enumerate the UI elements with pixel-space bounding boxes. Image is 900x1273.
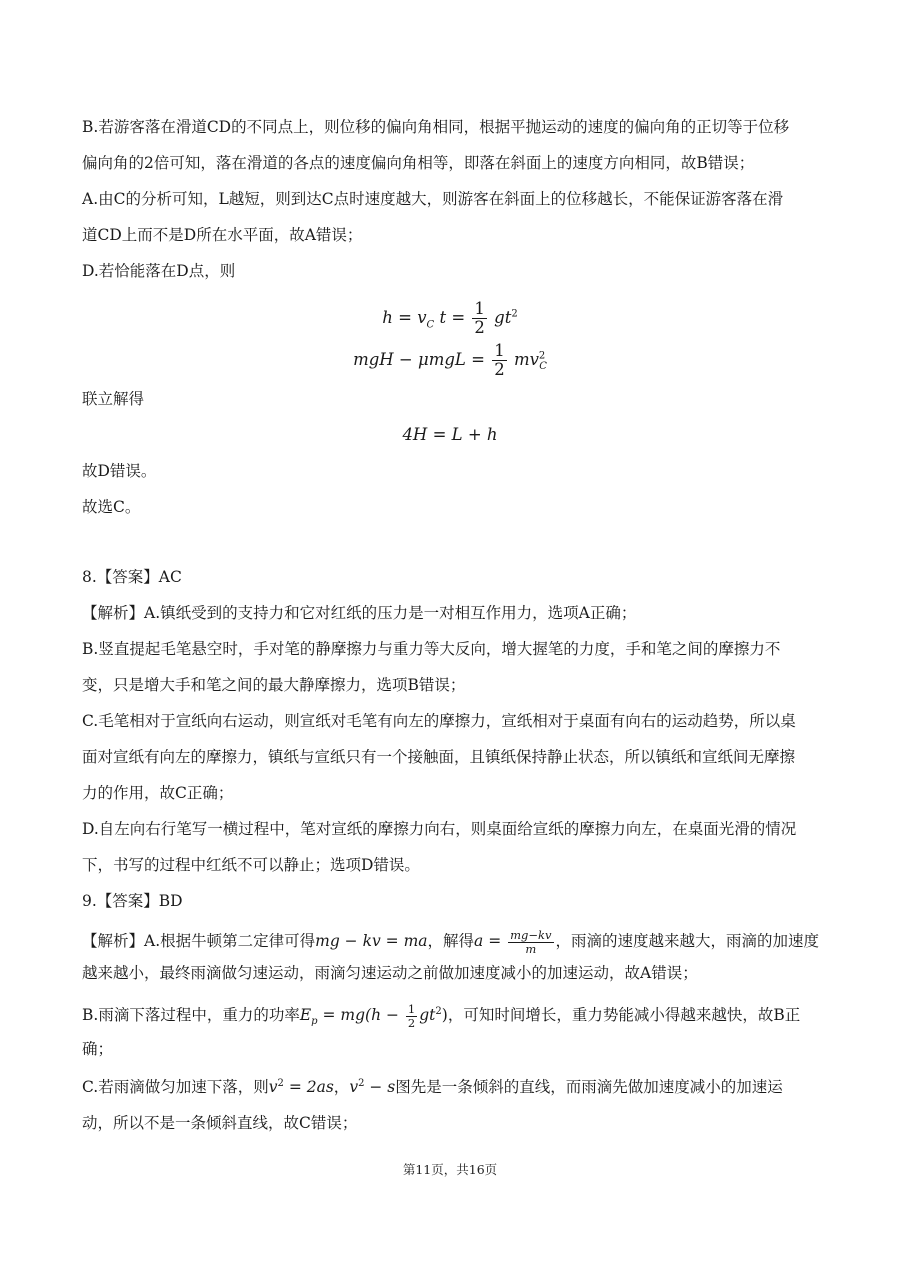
q8-analysis-d-line2: 下，书写的过程中红纸不可以静止；选项D错误。 (82, 856, 420, 874)
page-footer: 第11页，共16页 (402, 1162, 498, 1177)
q8-analysis-b-line2: 变，只是增大手和笔之间的最大静摩擦力，选项B错误； (82, 676, 466, 694)
q8-header: 8.【答案】AC (82, 568, 182, 586)
q9-analysis-a-line2: 越来越小，最终雨滴做匀速运动，雨滴匀速运动之前做加速度减小的加速运动，故A错误； (82, 964, 698, 982)
q8-analysis-c-line1: C.毛笔相对于宣纸向右运动，则宣纸对毛笔有向左的摩擦力，宣纸相对于桌面有向右的运动趋势，所以桌 (82, 712, 796, 730)
q8-analysis-c-line3: 力的作用，故C正确； (82, 784, 234, 802)
q9-analysis-b-line1: B.雨滴下落过程中，重力的功率$E_p = mg(h$ − $\frac{1}{2}$ $gt^2$)，可知时间增长，重力势能减小得越来越快，故B正 (82, 1001, 801, 1030)
q7-equation-2: mgH − μmgL = $\frac{1}{2}$ $mv^2_C$ (353, 341, 547, 379)
q7-d-conclusion: 故D错误。 (82, 462, 157, 480)
q7-option-b-line2: 偏向角的2倍可知，落在滑道的各点的速度偏向角相等，即落在斜面上的速度方向相同，故B错误； (82, 154, 755, 172)
q9-analysis-c-line2: 动，所以不是一条倾斜直线，故C错误； (82, 1114, 358, 1132)
q8-analysis-a: 【解析】A.镇纸受到的支持力和它对红纸的压力是一对相互作用力，选项A正确； (82, 604, 637, 622)
q7-option-b-line1: B.若游客落在滑道CD的不同点上，则位移的偏向角相同，根据平抛运动的速度的偏向角的正切等于位移 (82, 118, 790, 136)
q7-option-a-line2: 道CD上而不是D所在水平面，故A错误； (82, 226, 363, 244)
q7-combine-text: 联立解得 (82, 390, 145, 408)
q9-analysis-c-line1: C.若雨滴做匀加速下落，则$v^2 = 2as$，$v^2 - s$图先是一条倾斜的直线，而雨滴先做加速度减小的加速运 (82, 1077, 783, 1096)
q7-answer: 故选C。 (82, 498, 141, 516)
q9-analysis-a-line1: 【解析】A.根据牛顿第二定律可得mg − kv = ma，解得a = $\frac{mg-kv}{m}$ ，雨滴的速度越来越大，雨滴的加速度 (82, 927, 820, 956)
q8-analysis-b-line1: B.竖直提起毛笔悬空时，手对笔的静摩擦力与重力等大反向，增大握笔的力度，手和笔之间的摩擦力不 (82, 640, 781, 658)
q8-analysis-c-line2: 面对宣纸有向左的摩擦力，镇纸与宣纸只有一个接触面，且镇纸保持静止状态，所以镇纸和宣纸间无摩擦 (82, 748, 796, 766)
q7-equation-1: $h = v_C$ t = $\frac{1}{2}$ $gt^2$ (382, 299, 518, 337)
q7-option-d-line: D.若恰能落在D点，则 (82, 262, 236, 280)
q7-option-a-line1: A.由C的分析可知，L越短，则到达C点时速度越大，则游客在斜面上的位移越长，不能保证游客落在滑 (82, 190, 784, 208)
q7-equation-3: 4H = L + h (402, 425, 498, 444)
q9-analysis-b-line2: 确； (82, 1040, 114, 1058)
q8-analysis-d-line1: D.自左向右行笔写一横过程中，笔对宣纸的摩擦力向右，则桌面给宣纸的摩擦力向左，在桌面光滑的情况 (82, 820, 797, 838)
q9-header: 9.【答案】BD (82, 892, 183, 910)
